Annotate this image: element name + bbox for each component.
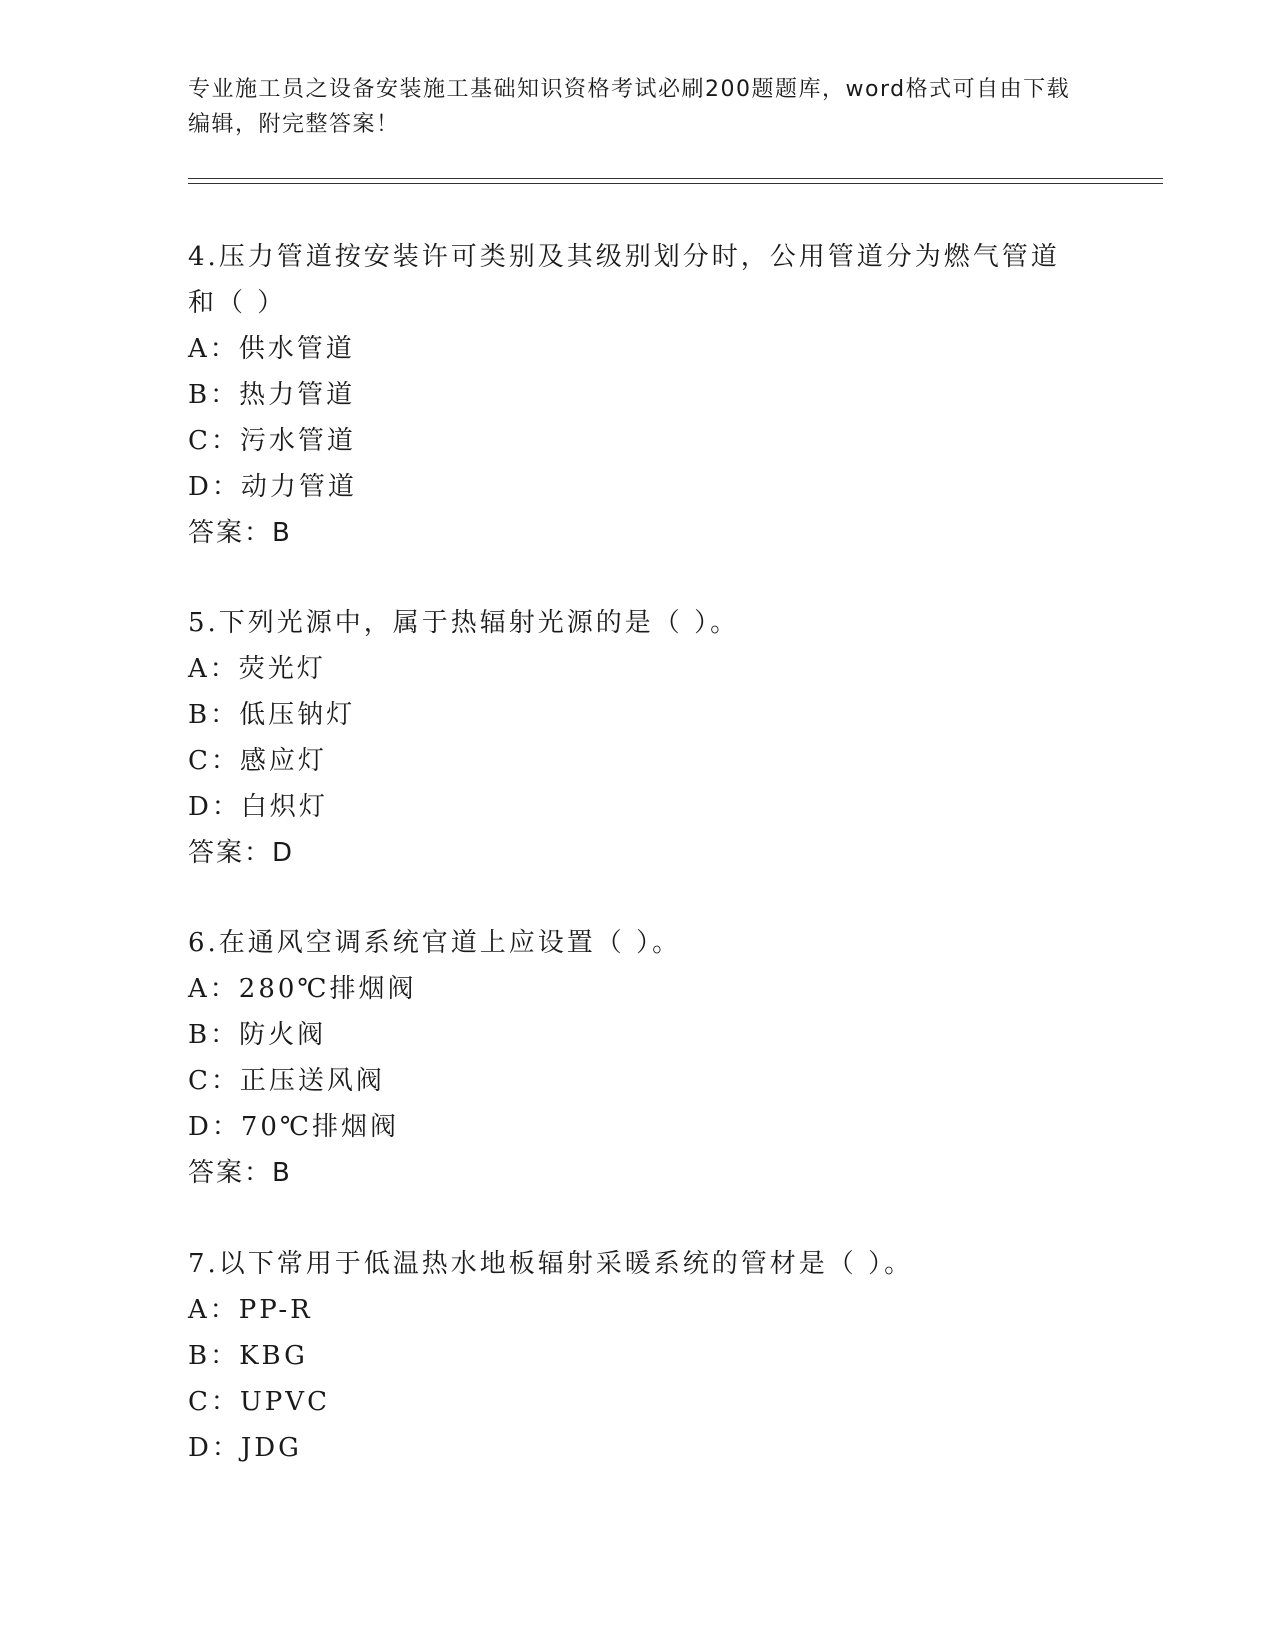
question-4 xyxy=(188,234,1088,556)
question-7 xyxy=(188,1241,1088,1471)
question-5 xyxy=(188,600,1088,876)
question-stem: 5.下列光源中，属于热辐射光源的是（ ）。 xyxy=(188,608,740,638)
option-b: B：防火阀 xyxy=(188,1020,327,1050)
answer-line: 答案：B xyxy=(188,1158,292,1188)
option-c: C：污水管道 xyxy=(188,426,356,456)
option-a: A：PP-R xyxy=(188,1295,313,1325)
option-b: B：KBG xyxy=(188,1341,308,1371)
option-d: D：动力管道 xyxy=(188,472,357,502)
option-b: B：低压钠灯 xyxy=(188,700,356,730)
option-c: C：感应灯 xyxy=(188,746,327,776)
question-stem: 4.压力管道按安装许可类别及其级别划分时，公用管道分为燃气管道和（ ） xyxy=(188,242,1060,318)
option-b: B：热力管道 xyxy=(188,380,356,410)
question-6 xyxy=(188,920,1088,1196)
option-a: A：荧光灯 xyxy=(188,654,326,684)
option-c: C：正压送风阀 xyxy=(188,1066,385,1096)
answer-line: 答案：D xyxy=(188,838,295,868)
header-divider-top xyxy=(188,178,1163,179)
option-d: D：白炽灯 xyxy=(188,792,328,822)
header-divider-bottom xyxy=(188,183,1163,184)
document-header-title: 专业施工员之设备安装施工基础知识资格考试必刷200题题库，word格式可自由下载编辑，附完整答案！ xyxy=(188,77,1071,137)
answer-line: 答案：B xyxy=(188,518,292,548)
option-a: A：供水管道 xyxy=(188,334,355,364)
option-d: D：70℃排烟阀 xyxy=(188,1112,400,1142)
option-c: C：UPVC xyxy=(188,1387,330,1417)
option-a: A：280℃排烟阀 xyxy=(188,974,417,1004)
question-stem: 7.以下常用于低温热水地板辐射采暖系统的管材是（ ）。 xyxy=(188,1249,914,1279)
question-stem: 6.在通风空调系统官道上应设置（ ）。 xyxy=(188,928,682,958)
option-d: D：JDG xyxy=(188,1433,302,1463)
